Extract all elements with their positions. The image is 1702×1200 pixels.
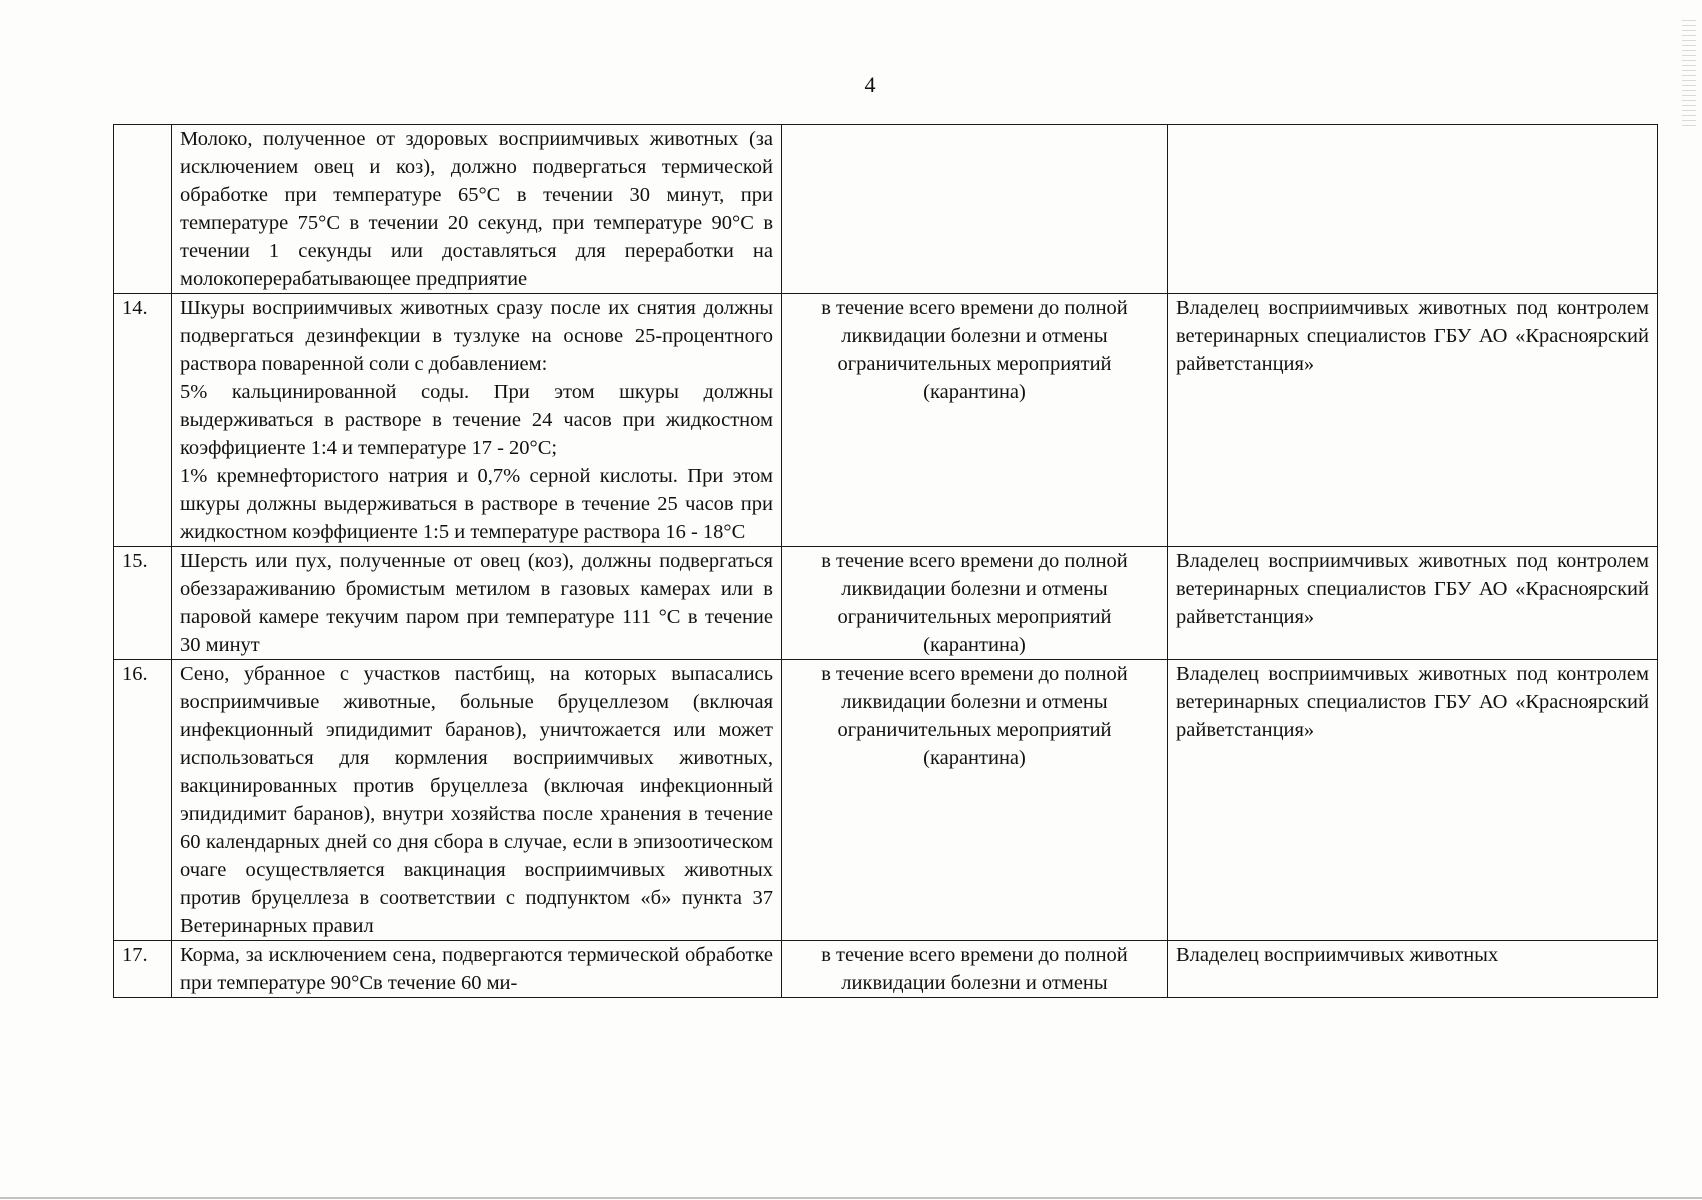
term-text [782,125,1168,294]
term-text: в течение всего времени до полной ликвидации болезни и отмены ограничительных мероприятий (карантина) [782,294,1168,547]
scan-bottom-rule [0,1197,1702,1199]
table-row [114,294,1658,547]
executor-text: Владелец восприимчивых животных под контролем ветеринарных специалистов ГБУ АО «Красноярский райветстанция» [1168,294,1658,547]
table-row [114,660,1658,941]
measure-paragraph: 5% кальцинированной соды. При этом шкуры должны выдерживаться в растворе в течение 24 часов при жидкостном коэффициенте 1:4 и температуре 17 - 20°С; [180,381,773,459]
executor-text [1168,125,1658,294]
measure-paragraph: Шерсть или пух, полученные от овец (коз), должны подвергаться обеззараживанию бромистым метилом в газовых камерах или в паровой камере текучим паром при температуре 111 °С в течение 30 минут [180,550,773,656]
measure-text [172,660,782,941]
measures-table [113,124,1658,998]
measure-text [172,547,782,660]
executor-text: Владелец восприимчивых животных [1168,941,1658,998]
executor-text: Владелец восприимчивых животных под контролем ветеринарных специалистов ГБУ АО «Красноярский райветстанция» [1168,660,1658,941]
term-text: в течение всего времени до полной ликвидации болезни и отмены ограничительных мероприятий (карантина) [782,547,1168,660]
measure-paragraph: Корма, за исключением сена, подвергаются термической обработке при температуре 90°Св течение 60 ми- [180,944,773,994]
term-text [782,941,1168,998]
measure-text [172,125,782,294]
page-number: 4 [864,72,876,97]
measure-paragraph: Сено, убранное с участков пастбищ, на которых выпасались восприимчивые животные, больные бруцеллезом (включая инфекционный эпидидимит баранов), уничтожается или может использоваться для кормления восприимчивых животных, вакцинированных против бруцеллеза (включая инфекционный эпидидимит баранов), внутри хозяйства после хранения в течение 60 календарных дней со дня сбора в случае, если в эпизоотическом очаге осуществляется вакцинация восприимчивых животных против бруцеллеза в соответствии с подпунктом «б» пункта 37 Ветеринарных правил [180,663,773,937]
scan-edge-marks [1682,20,1696,130]
table-row [114,547,1658,660]
row-number: 17. [114,941,172,998]
table-row [114,125,1658,294]
term-text-truncated: в течение всего времени до полной ликвидации болезни и отмены [821,944,1128,994]
row-number: 14. [114,294,172,547]
measure-text [172,941,782,998]
measure-paragraph: 1% кремнефтористого натрия и 0,7% серной кислоты. При этом шкуры должны выдерживаться в растворе в течение 25 часов при жидкостном коэффициенте 1:5 и температуре раствора 16 - 18°С [180,465,773,543]
measure-text [172,294,782,547]
measure-paragraph: Молоко, полученное от здоровых восприимчивых животных (за исключением овец и коз), должно подвергаться термической обработке при температуре 65°С в течении 30 минут, при температуре 75°С в течении 20 секунд, при температуре 90°С в течении 1 секунды или доставляться для переработки на молокоперерабатывающее предприятие [180,128,773,290]
row-number: 15. [114,547,172,660]
executor-text: Владелец восприимчивых животных под контролем ветеринарных специалистов ГБУ АО «Красноярский райветстанция» [1168,547,1658,660]
row-number [114,125,172,294]
term-text: в течение всего времени до полной ликвидации болезни и отмены ограничительных мероприятий (карантина) [782,660,1168,941]
measure-paragraph: Шкуры восприимчивых животных сразу после их снятия должны подвергаться дезинфекции в тузлуке на основе 25-процентного раствора поваренной соли с добавлением: [180,297,773,375]
table-row [114,941,1658,998]
row-number: 16. [114,660,172,941]
